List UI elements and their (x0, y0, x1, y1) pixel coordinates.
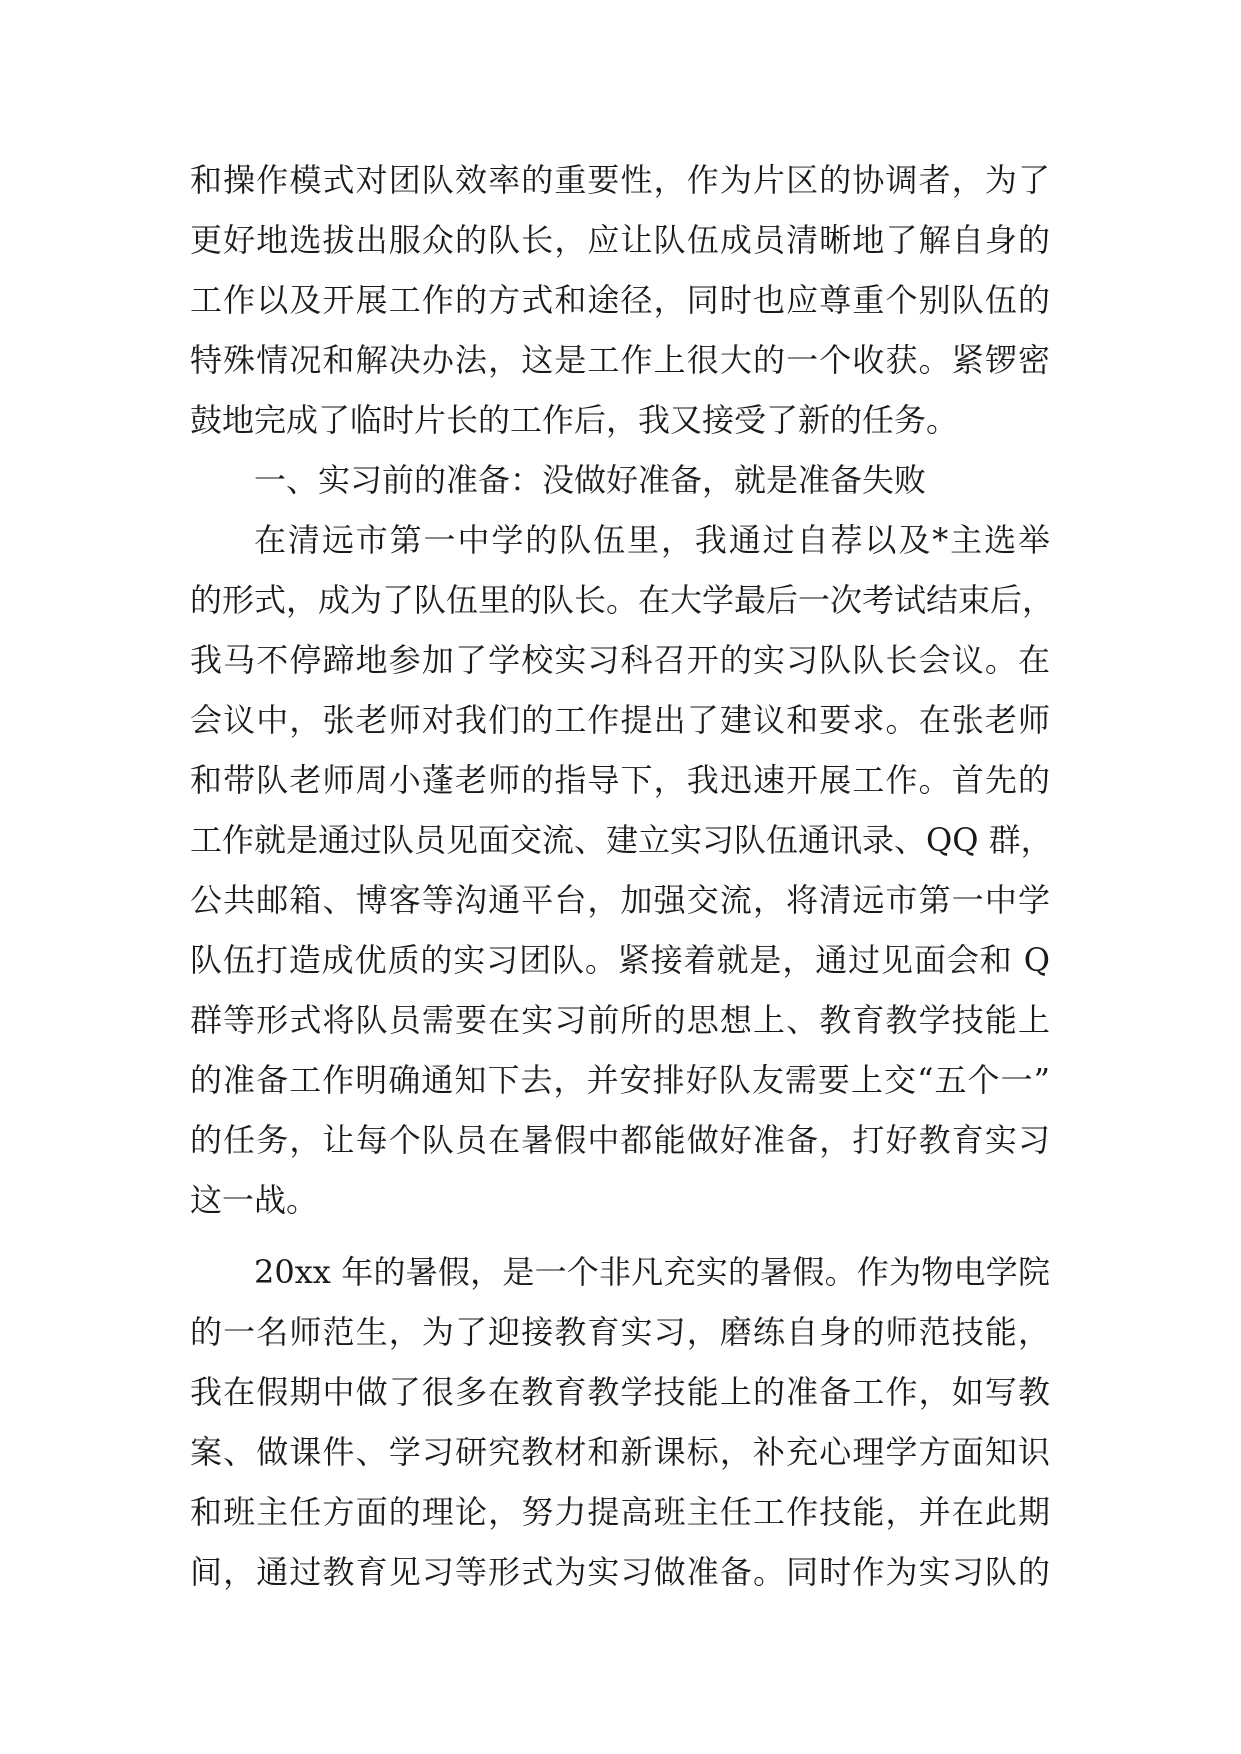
text-line: 队伍打造成优质的实习团队。紧接着就是，通过见面会和 Q (190, 941, 1050, 979)
text-line: 工作以及开展工作的方式和途径，同时也应尊重个别队伍的 (190, 281, 1050, 319)
text-line: 案、做课件、学习研究教材和新课标，补充心理学方面知识 (190, 1433, 1050, 1471)
text-line: 特殊情况和解决办法，这是工作上很大的一个收获。紧锣密 (190, 341, 1050, 379)
text-line: 会议中，张老师对我们的工作提出了建议和要求。在张老师 (190, 701, 1050, 739)
text-line: 和带队老师周小蓬老师的指导下，我迅速开展工作。首先的 (190, 761, 1050, 799)
section-heading: 一、实习前的准备：没做好准备，就是准备失败 (254, 461, 927, 499)
text-line: 我在假期中做了很多在教育教学技能上的准备工作，如写教 (190, 1373, 1050, 1411)
text-line: 20xx 年的暑假，是一个非凡充实的暑假。作为物电学院 (254, 1253, 1050, 1291)
paragraph-team-leader (190, 510, 1055, 1230)
text-line: 的一名师范生，为了迎接教育实习，磨练自身的师范技能， (190, 1313, 1050, 1351)
document-body (190, 150, 1055, 1602)
text-line: 公共邮箱、博客等沟通平台，加强交流，将清远市第一中学 (190, 881, 1050, 919)
text-line: 间，通过教育见习等形式为实习做准备。同时作为实习队的 (190, 1553, 1050, 1591)
text-line: 工作就是通过队员见面交流、建立实习队伍通讯录、QQ 群， (190, 821, 1053, 859)
text-line: 和操作模式对团队效率的重要性，作为片区的协调者，为了 (190, 161, 1050, 199)
paragraph-gap (190, 1230, 1050, 1242)
text-line: 我马不停蹄地参加了学校实习科召开的实习队队长会议。在 (190, 641, 1050, 679)
paragraph-summer (190, 1242, 1050, 1602)
text-line: 的任务，让每个队员在暑假中都能做好准备，打好教育实习 (190, 1121, 1050, 1159)
text-line: 鼓地完成了临时片长的工作后，我又接受了新的任务。 (190, 401, 959, 439)
text-line: 这一战。 (190, 1181, 319, 1219)
text-line: 群等形式将队员需要在实习前所的思想上、教育教学技能上 (190, 1001, 1050, 1039)
text-line: 在清远市第一中学的队伍里，我通过自荐以及*主选举 (254, 521, 1050, 559)
text-line: 的准备工作明确通知下去，并安排好队友需要上交“五个一” (190, 1061, 1050, 1099)
text-line: 更好地选拔出服众的队长，应让队伍成员清晰地了解自身的 (190, 221, 1050, 259)
text-line: 和班主任方面的理论，努力提高班主任工作技能，并在此期 (190, 1493, 1050, 1531)
text-line: 的形式，成为了队伍里的队长。在大学最后一次考试结束后， (190, 581, 1055, 619)
paragraph-continuation (190, 150, 1050, 450)
